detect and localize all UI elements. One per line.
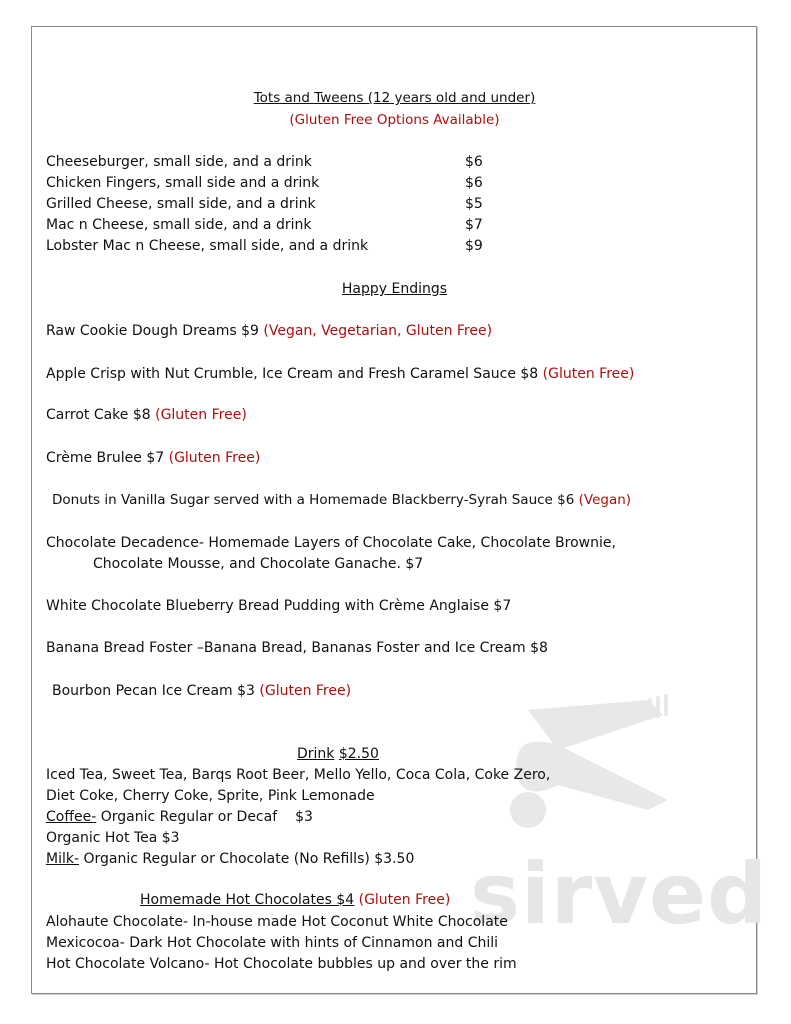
kids-item-name: Lobster Mac n Cheese, small side, and a drink — [46, 238, 369, 254]
dessert-text: Apple Crisp with Nut Crumble, Ice Cream and Fresh Caramel Sauce $8 — [46, 366, 543, 382]
coffee-price: $3 — [295, 809, 313, 825]
dessert-diet-tag: (Vegan, Vegetarian, Gluten Free) — [263, 323, 493, 339]
drink-price: $2.50 — [338, 746, 379, 762]
dessert-diet-tag: (Gluten Free) — [259, 683, 352, 699]
kids-item-price: $7 — [465, 217, 483, 233]
kids-item-name: Mac n Cheese, small side, and a drink — [46, 217, 312, 233]
drink-section-title — [297, 746, 379, 762]
kids-item-price: $9 — [465, 238, 483, 254]
dessert-text: Banana Bread Foster –Banana Bread, Bananas Foster and Ice Cream $8 — [46, 640, 548, 656]
dessert-item — [46, 323, 492, 339]
dessert-text: Carrot Cake $8 — [46, 407, 156, 423]
dessert-text: Chocolate Decadence- Homemade Layers of Chocolate Cake, Chocolate Brownie, — [46, 535, 616, 551]
kids-item-name: Grilled Cheese, small side, and a drink — [46, 196, 316, 212]
coffee-text: Organic Regular or Decaf — [96, 809, 278, 825]
dessert-item — [52, 683, 351, 699]
milk-text: Organic Regular or Chocolate (No Refills) $3.50 — [79, 851, 415, 867]
kids-gluten-note: (Gluten Free Options Available) — [289, 112, 500, 128]
drink-list-line: Diet Coke, Cherry Coke, Sprite, Pink Lemonade — [46, 788, 375, 804]
dessert-diet-tag: (Gluten Free) — [542, 366, 635, 382]
tea-line: Organic Hot Tea $3 — [46, 830, 180, 846]
kids-item-price: $6 — [465, 154, 483, 170]
hot-chocolate-title: Homemade Hot Chocolates $4 — [140, 892, 355, 908]
hot-chocolate-item: Hot Chocolate Volcano- Hot Chocolate bubbles up and over the rim — [46, 956, 517, 972]
milk-line — [46, 851, 414, 867]
dessert-text-continued: Chocolate Mousse, and Chocolate Ganache. $7 — [93, 556, 424, 572]
dessert-diet-tag: (Gluten Free) — [168, 450, 261, 466]
dessert-item — [46, 407, 247, 423]
dessert-text: White Chocolate Blueberry Bread Pudding with Crème Anglaise $7 — [46, 598, 512, 614]
desserts-section-title: Happy Endings — [341, 281, 448, 297]
dessert-item — [46, 366, 634, 382]
drink-list-line: Iced Tea, Sweet Tea, Barqs Root Beer, Mello Yello, Coca Cola, Coke Zero, — [46, 767, 551, 783]
dessert-diet-tag: (Vegan) — [578, 492, 632, 508]
hot-chocolate-item: Mexicocoa- Dark Hot Chocolate with hints of Cinnamon and Chili — [46, 935, 499, 951]
dessert-item — [46, 450, 260, 466]
dessert-text: Raw Cookie Dough Dreams $9 — [46, 323, 264, 339]
dessert-diet-tag: (Gluten Free) — [155, 407, 247, 423]
kids-item-name: Cheeseburger, small side, and a drink — [46, 154, 312, 170]
dessert-text: Bourbon Pecan Ice Cream $3 — [52, 683, 260, 699]
fork-spoon-icon — [498, 690, 698, 840]
drink-title: Drink — [297, 746, 335, 762]
watermark-text: sirved — [470, 845, 769, 943]
kids-item-price: $6 — [465, 175, 483, 191]
kids-section-title: Tots and Tweens (12 years old and under) — [253, 90, 536, 106]
milk-label: Milk- — [46, 851, 80, 867]
coffee-line — [46, 809, 313, 825]
dessert-item — [52, 492, 631, 508]
hot-chocolate-diet-tag: (Gluten Free) — [354, 892, 451, 908]
hot-chocolate-section-title — [140, 892, 450, 908]
dessert-text: Crème Brulee $7 — [46, 450, 169, 466]
hot-chocolate-item: Alohaute Chocolate- In-house made Hot Coconut White Chocolate — [46, 914, 508, 930]
kids-item-name: Chicken Fingers, small side and a drink — [46, 175, 320, 191]
kids-item-price: $5 — [465, 196, 483, 212]
coffee-label: Coffee- — [46, 809, 97, 825]
dessert-text: Donuts in Vanilla Sugar served with a Homemade Blackberry-Syrah Sauce $6 — [52, 492, 579, 508]
